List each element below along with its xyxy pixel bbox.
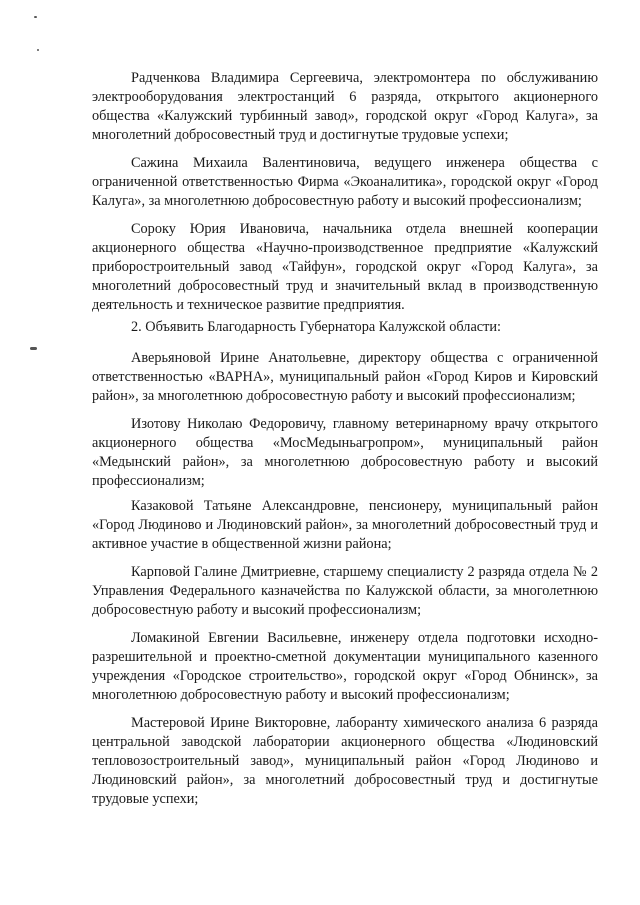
scan-speck — [37, 49, 39, 51]
award-paragraph: Сажина Михаила Валентиновича, ведущего инженера общества с ограниченной ответственностью Фирма «Экоаналитика», городской округ «Город Калуга», за многолетнюю добросовестную работу и высокий профессионализм; — [92, 155, 598, 209]
award-paragraph: Радченкова Владимира Сергеевича, электромонтера по обслуживанию электрооборудования электростанций 6 разряда, открытого акционерного общества «Калужский турбинный завод», городской округ «Город Калуга», за многолетний добросовестный труд и достигнутые трудовые успехи; — [92, 70, 598, 143]
award-paragraph: Казаковой Татьяне Александровне, пенсионеру, муниципальный район «Город Людиново и Людиновский район», за многолетний добросовестный труд и активное участие в общественной жизни района; — [92, 498, 598, 552]
award-paragraph: Сороку Юрия Ивановича, начальника отдела внешней кооперации акционерного общества «Научно-производственное предприятие «Калужский приборостроительный завод «Тайфун», городской округ «Город Калуга», за многолетний добросовестный труд и значительный вклад в производственную деятельность и техническое развитие предприятия. — [92, 221, 598, 313]
award-paragraph: Аверьяновой Ирине Анатольевне, директору общества с ограниченной ответственностью «ВАРНА», муниципальный район «Город Киров и Кировский район», за многолетнюю добросовестную работу и высокий профессионализм; — [92, 350, 598, 404]
award-paragraph: Ломакиной Евгении Васильевне, инженеру отдела подготовки исходно-разрешительной и проектно-сметной документации муниципального казенного учреждения «Городское строительство», городской округ «Город Обнинск», за многолетнюю добросовестную работу и высокий профессионализм; — [92, 630, 598, 703]
award-paragraph: Изотову Николаю Федоровичу, главному ветеринарному врачу открытого акционерного общества «МосМедыньагропром», муниципальный район «Медынский район», за многолетнюю добросовестную работу и высокий профессионализм; — [92, 416, 598, 489]
scan-speck — [30, 347, 37, 350]
award-paragraph: Карповой Галине Дмитриевне, старшему специалисту 2 разряда отдела № 2 Управления Федерального казначейства по Калужской области, за многолетнюю добросовестную работу и высокий профессионализм; — [92, 564, 598, 618]
scan-speck — [34, 16, 37, 18]
award-paragraph: Мастеровой Ирине Викторовне, лаборанту химического анализа 6 разряда центральной заводской лаборатории акционерного общества «Людиновский тепловозостроительный завод», муниципальный район «Город Людиново и Людиновский район», за многолетний добросовестный труд и достигнутые трудовые успехи; — [92, 715, 598, 807]
section-heading: 2. Объявить Благодарность Губернатора Калужской области: — [131, 319, 502, 335]
